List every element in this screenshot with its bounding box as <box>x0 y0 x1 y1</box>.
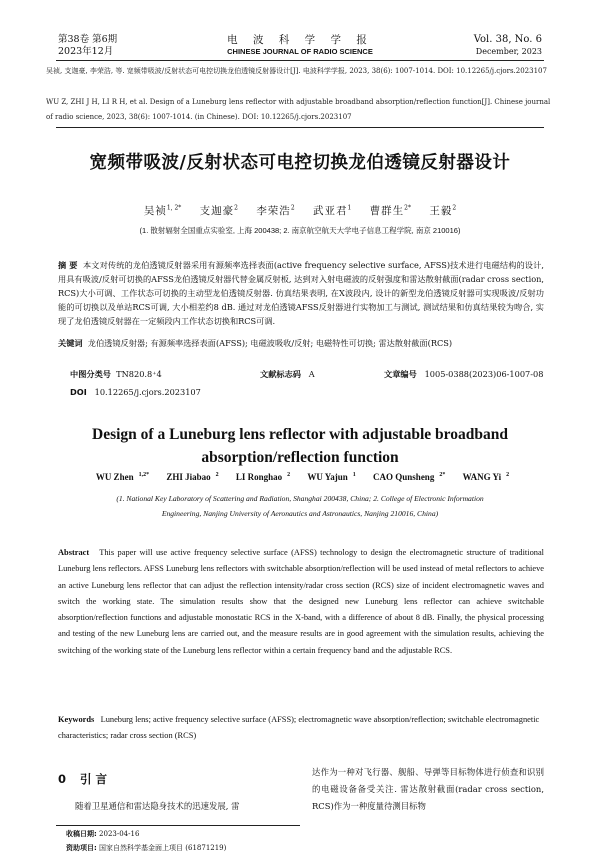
header-volume-cn: 第38卷 第6期 <box>58 34 118 45</box>
keywords-cn <box>58 336 544 350</box>
author-en: LI Ronghao $^2$ <box>235 472 291 482</box>
keywords-cn-text: 龙伯透镜反射器; 有源频率选择表面(AFSS); 电磁波吸收/反射; 电磁特性可切换; 雷达散射截面(RCS) <box>87 338 453 348</box>
footnote-rule <box>56 825 300 826</box>
header-date-en: December, 2023 <box>475 47 542 56</box>
author-cn: 吴祯$^{1, 2*}$ <box>143 204 182 217</box>
author-en: CAO Qunsheng $^{2*}$ <box>373 472 446 482</box>
page-title-cn: 宽频带吸波/反射状态可电控切换龙伯透镜反射器设计 <box>89 153 511 173</box>
title-en-line2: absorption/reflection function <box>201 449 399 466</box>
author-cn: 曹群生$^{2*}$ <box>369 204 411 217</box>
journal-name-en: CHINESE JOURNAL OF RADIO SCIENCE <box>227 47 373 56</box>
keywords-en-label: Keywords <box>58 715 95 724</box>
header-issue <box>474 34 542 58</box>
abstract-en <box>58 545 544 659</box>
page-title-en <box>0 423 600 469</box>
header-date-cn: 2023年12月 <box>58 46 114 57</box>
affiliation-en: (1. National Key Laboratory of Scattering and Radiation, Shanghai 200438, China; 2. College of Electronic Information Engineering, Nanjing University of Aeronautics and Astronautics, Nanjing 210016, China) <box>116 494 484 518</box>
abstract-en-label: Abstract <box>58 548 90 557</box>
section-heading <box>58 771 121 787</box>
clc-code: 中图分类号 TN820.8⁺4 <box>70 369 162 379</box>
author-list-en <box>0 472 600 482</box>
author-en: WANG Yi $^2$ <box>462 472 510 482</box>
abstract-cn-label: 摘 要 <box>58 260 78 270</box>
author-cn: 王毅$^2$ <box>429 204 457 217</box>
author-en: WU Zhen $^{1,2*}$ <box>95 472 150 482</box>
affiliation-cn: (1. 散射辐射全国重点实验室, 上海 200438; 2. 南京航空航天大学电子信息工程学院, 南京 210016) <box>139 226 461 235</box>
abstract-cn-text: 本文对传统的龙伯透镜反射器采用有源频率选择表面(active frequency selective surface, AFSS)技术进行电磁结构的设计, 用具有吸波/反射可切换的AFSS龙伯透镜反射器代替金属反射板, 达到对入射电磁波的反射强度和雷达散射截面(radar cross section, RCS)大小可调、工作状态可切换的主动型龙伯透镜反射器. 仿真结果表明, 在X波段内, 设计的新型龙伯透镜反射器可实现吸波/反射功能的可切换以及单站RCS可调, 大小相差约8 dB. 通过对龙伯透镜AFSS反射器进行实物加工与测试, 测试结果和仿真结果较为吻合, 实现了龙伯透镜反射器在一定频段内工作状态切换和RCS可调. <box>58 260 544 326</box>
title-en-line1: Design of a Luneburg lens reflector with adjustable broadband <box>92 426 508 443</box>
author-en: WU Yajun $^1$ <box>307 472 356 482</box>
header-volume-en: Vol. 38, No. 6 <box>473 34 542 45</box>
body-text-right: 达作为一种对飞行器、舰船、导弹等目标物体进行侦查和识别的电磁设备备受关注. 雷达散射截面(radar cross section, RCS)作为一种度量待测目标物 <box>312 767 544 811</box>
document-code: 文献标志码 A <box>260 369 315 379</box>
citation-en: WU Z, ZHI J H, LI R H, et al. Design of a Luneburg lens reflector with adjustable broadband absorption/reflection function[J]. Chinese journal of radio science, 2023, 38(6): 1007-1014. (in Chinese). DOI: 10.12265/j.cjors.2023107 <box>46 98 551 121</box>
doi-row: DOI 10.12265/j.cjors.2023107 <box>70 387 201 397</box>
author-cn: 武亚君$^1$ <box>312 204 352 217</box>
section-number: 0 <box>58 772 67 786</box>
section-title: 引 言 <box>80 772 108 786</box>
footnote-received: 收稿日期: 2023-04-16 <box>66 830 140 838</box>
citation-rule <box>56 127 544 128</box>
citation-cn: 吴祯, 支迦豪, 李荣浩, 等. 宽频带吸波/反射状态可电控切换龙伯透镜反射器设计[J]. 电波科学学报, 2023, 38(6): 1007-1014. DOI: 10.12265/j.cjors.2023107 <box>46 67 547 75</box>
author-cn: 支迦豪$^2$ <box>199 204 238 217</box>
author-list-cn <box>0 203 600 218</box>
author-en: ZHI Jiabao $^2$ <box>166 472 219 482</box>
article-number: 文章编号 1005-0388(2023)06-1007-08 <box>384 369 544 379</box>
keywords-cn-label: 关键词 <box>58 338 83 348</box>
abstract-cn <box>58 258 544 328</box>
body-text-left: 随着卫星通信和雷达隐身技术的迅速发展, 雷 <box>75 801 240 811</box>
doi-value: 10.12265/j.cjors.2023107 <box>94 387 201 397</box>
keywords-en <box>58 712 544 745</box>
header-rule <box>56 60 544 61</box>
footnote-fund: 资助项目: 国家自然科学基金面上项目 (61871219) <box>66 844 227 852</box>
author-cn: 李荣浩$^2$ <box>256 204 295 217</box>
abstract-en-text: This paper will use active frequency selective surface (AFSS) technology to design the electromagnetic structure of traditional Luneburg lens reflectors. AFSS Luneburg lens reflectors with switchable absorption/reflection will be used instead of metal reflectors to achieve an active Luneburg lens reflector that can adjust the reflection intensity/radar cross section (RCS) size of incident electromagnetic waves and switch the working state. The simulation results show that the designed new Luneburg lens reflector can achieve switchable absorption/reflection functions and adjustable monostatic RCS in the X-band, with a difference of about 8 dB. Finally, the physical processing and testing of the new Luneburg lens are carried out, and the measure results are in good agreement with the simulation results, achieving the switching of the working state of the Luneburg lens reflector within a certain frequency band and the adjustable RCS. <box>58 548 544 655</box>
journal-name-cn: 电 波 科 学 学 报 <box>227 34 373 46</box>
keywords-en-text: Luneburg lens; active frequency selective surface (AFSS); electromagnetic wave absorption/reflection; switchable electromagnetic characteristics; radar cross section (RCS) <box>58 715 540 741</box>
